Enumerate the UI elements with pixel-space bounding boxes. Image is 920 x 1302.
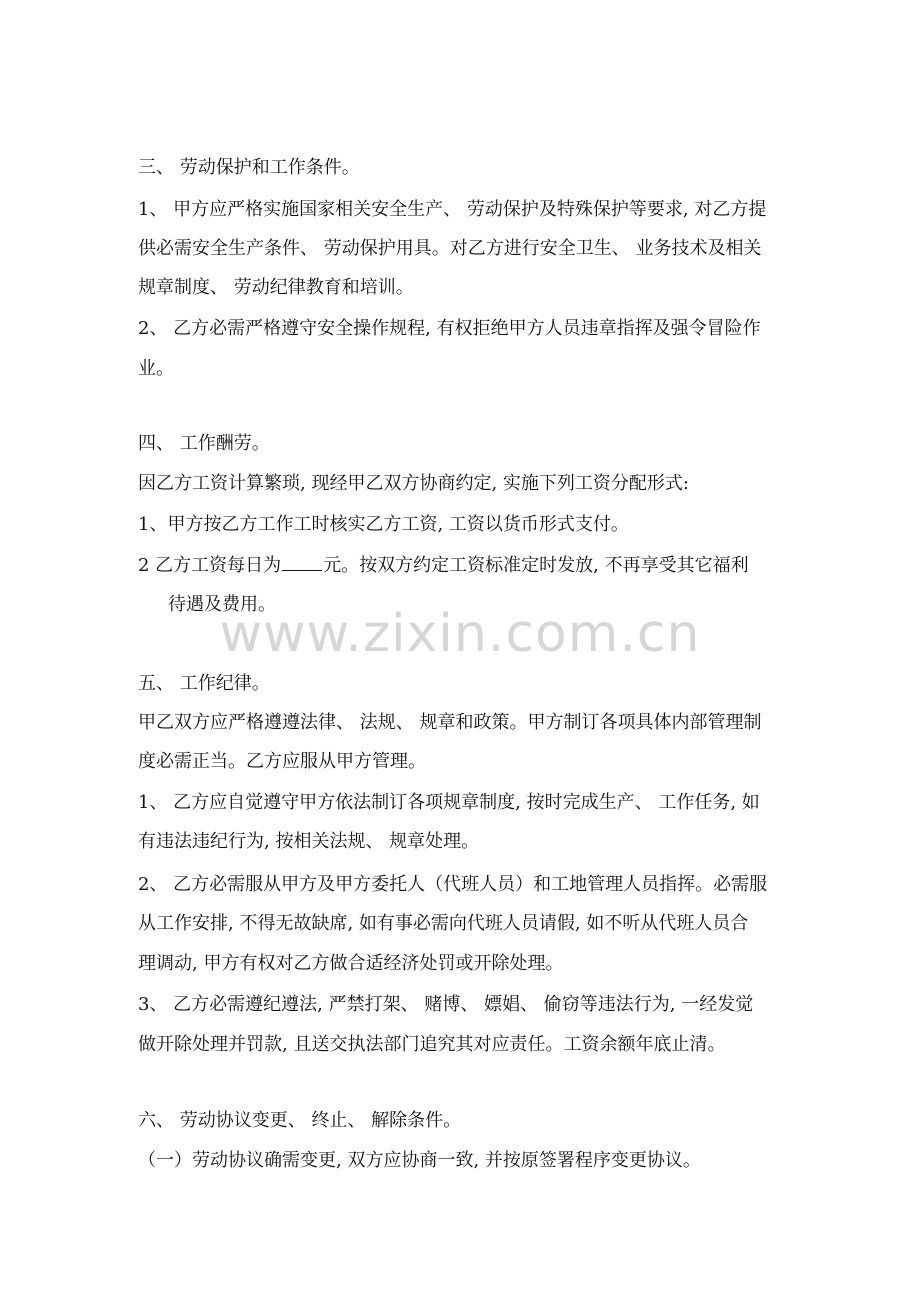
section-6-item-1: （一）劳动协议确需变更, 双方应协商一致, 并按原签署程序变更协议。 [138, 1150, 701, 1171]
section-5-item-2-line-2: 从工作安排, 不得无故缺席, 如有事必需向代班人员请假, 如不听从代班人员合 [138, 913, 749, 934]
section-5-intro-line-1: 甲乙双方应严格遵遵法律、 法规、 规章和政策。甲方制订各项具体内部管理制 [138, 712, 762, 733]
section-5-item-1-line-2: 有违法违纪行为, 按相关法规、 规章处理。 [138, 831, 480, 852]
watermark: www.zixin.com.cn [219, 604, 701, 664]
section-3-item-1-line-3: 规章制度、 劳动纪律教育和培训。 [138, 277, 414, 298]
section-3-item-1-line-2: 供必需安全生产条件、 劳动保护用具。对乙方进行安全卫生、 业务技术及相关 [138, 238, 762, 259]
section-5-intro-line-2: 度必需正当。乙方应服从甲方管理。 [138, 751, 426, 772]
section-4-item-2-line-1 [138, 554, 798, 577]
section-3-heading: 三、 劳动保护和工作条件。 [138, 157, 360, 178]
section-5-item-3-line-2: 做开除处理并罚款, 且送交执法部门追究其对应责任。工资余额年底止清。 [138, 1034, 726, 1055]
section-5-item-2-line-1: 2、 乙方必需服从甲方及甲方委托人（代班人员）和工地管理人员指挥。必需服 [138, 874, 768, 895]
section-4-item-1: 1、甲方按乙方工作工时核实乙方工资, 工资以货币形式支付。 [138, 514, 629, 535]
section-3-item-2-line-1: 2、 乙方必需严格遵守安全操作规程, 有权拒绝甲方人员违章指挥及强令冒险作 [138, 318, 761, 339]
wage-text-suffix: 元。按双方约定工资标准定时发放, 不再享受其它福利 [323, 555, 749, 576]
section-5-item-2-line-3: 理调动, 甲方有权对乙方做合适经济处罚或开除处理。 [138, 953, 564, 974]
section-4-heading: 四、 工作酬劳。 [138, 433, 270, 454]
section-3-item-1-line-1: 1、 甲方应严格实施国家相关安全生产、 劳动保护及特殊保护等要求, 对乙方提 [138, 199, 767, 220]
section-6-heading: 六、 劳动协议变更、 终止、 解除条件。 [138, 1110, 462, 1131]
section-5-heading: 五、 工作纪律。 [138, 673, 270, 694]
section-3-item-2-line-2: 业。 [138, 358, 174, 379]
section-4-item-2-line-2: 待遇及费用。 [168, 594, 276, 615]
wage-text-prefix: 2 乙方工资每日为 [138, 555, 282, 576]
section-5-item-3-line-1: 3、 乙方必需遵纪遵法, 严禁打架、 赌博、 嫖娼、 偷窃等违法行为, 一经发觉 [138, 994, 754, 1015]
section-4-intro: 因乙方工资计算繁琐, 现经甲乙双方协商约定, 实施下列工资分配形式: [138, 473, 689, 494]
wage-amount-blank [282, 554, 322, 571]
section-5-item-1-line-1: 1、 乙方应自觉遵守甲方依法制订各项规章制度, 按时完成生产、 工作任务, 如 [138, 792, 760, 813]
